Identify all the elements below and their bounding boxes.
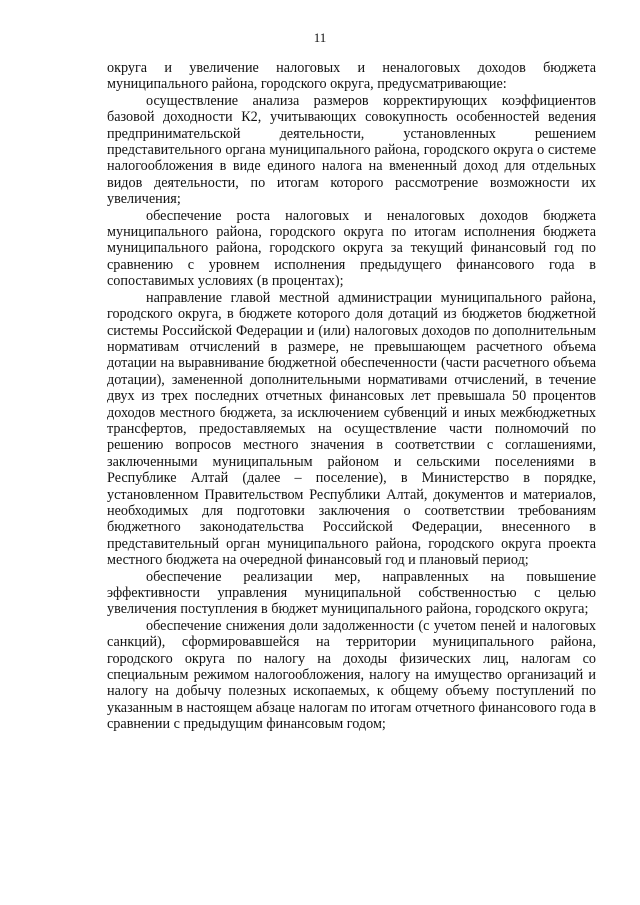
paragraph-debt-reduction: обеспечение снижения доли задолженности (с учетом пеней и налоговых санкций), сформировавшейся на территории муниципального района, городского округа по налогу на доходы физических лиц, налогам со специальным режимом налогообложения, налогу на имущество организаций и налогу на добычу полезных ископаемых, к общему объему поступлений по указанным в настоящем абзаце налогам по итогам отчетного финансового года в сравнении с предыдущим финансовым годом; (107, 617, 596, 733)
paragraph-revenue-growth: обеспечение роста налоговых и неналоговых доходов бюджета муниципального района, городского округа по итогам исполнения бюджета муниципального района, городского округа за текущий финансовый год по сравнению с уровнем исполнения предыдущего финансового года в сопоставимых условиях (в процентах); (107, 207, 596, 290)
page-number: 11 (313, 30, 327, 45)
paragraph-continuation: округа и увеличение налоговых и неналоговых доходов бюджета муниципального района, городского округа, предусматривающие: (107, 60, 596, 93)
paragraph-budget-submission: направление главой местной администрации муниципального района, городского округа, в бюджете которого доля дотаций из бюджетов бюджетной системы Российской Федерации и (или) налоговых доходов по дополнительным нормативам отчислений в размере, не превышающем расчетного объема дотации на выравнивание бюджетной обеспеченности (части расчетного объема дотации), замененной дополнительными нормативами отчислений, в течение двух из трех последних отчетных финансовых лет превышала 50 процентов доходов местного бюджета, за исключением субвенций и иных межбюджетных трансфертов, предоставляемых на осуществление части полномочий по решению вопросов местного значения в соответствии с соглашениями, заключенными муниципальным районом и сельскими поселениями в Республике Алтай (далее – поселение), в Министерство в порядке, установленном Правительством Республики Алтай, документов и материалов, необходимых для подготовки заключения о соответствии требованиям бюджетного законодательства Российской Федерации, внесенного в представительный орган муниципального района, городского округа проекта местного бюджета на очередной финансовый год и плановый период; (107, 289, 596, 569)
paragraph-property-management: обеспечение реализации мер, направленных на повышение эффективности управления муниципальной собственностью с целью увеличения поступления в бюджет муниципального района, городского округа; (107, 568, 596, 618)
paragraph-k2-analysis: осуществление анализа размеров корректирующих коэффициентов базовой доходности К2, учитывающих совокупность особенностей ведения предпринимательской деятельности, установленных решением представительного органа муниципального района, городского округа о системе налогообложения в виде единого налога на вмененный доход для отдельных видов деятельности, по итогам которого рассмотрение возможности их увеличения; (107, 92, 596, 208)
document-body (107, 60, 596, 733)
